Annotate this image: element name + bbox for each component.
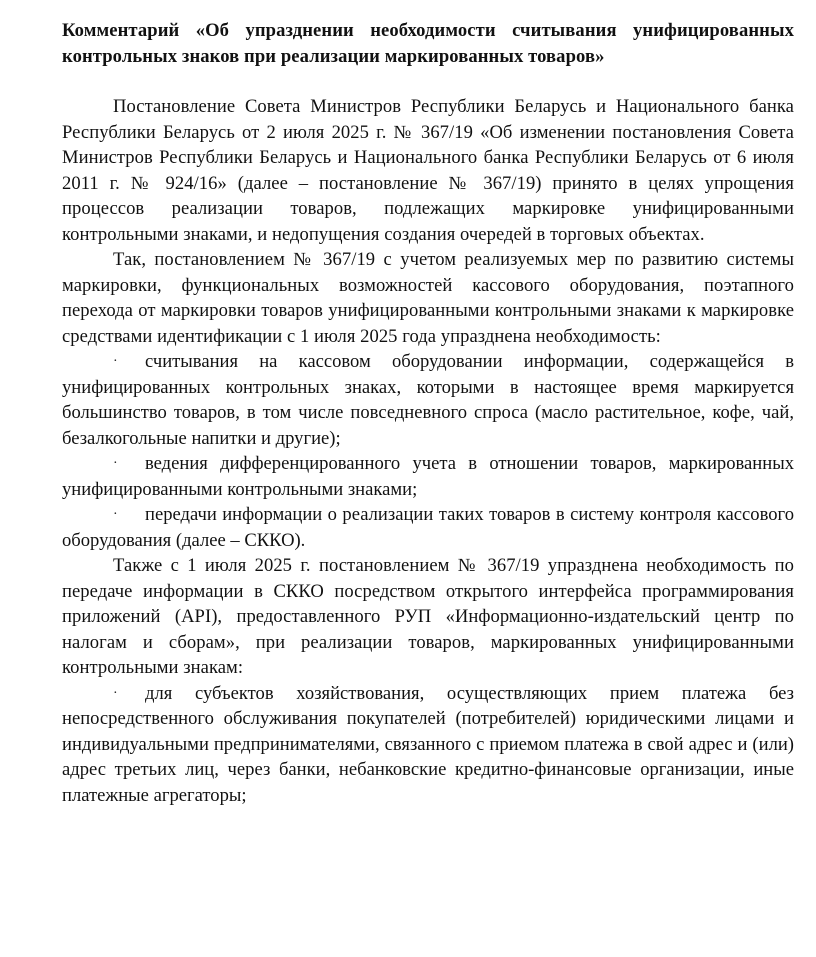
paragraph-intro: Постановление Совета Министров Республики Беларусь и Национального банка Республики Беларусь от 2 июля 2025 г. № 367/19 «Об изменении постановления Совета Министров Республики Беларусь и Национального банка Республики Беларусь от 6 июля 2011 г. № 924/16» (далее – постановление № 367/19) принято в целях упрощения процессов реализации товаров, подлежащих маркировке унифицированными контрольными знаками, и недопущения создания очередей в торговых объектах. xyxy=(62,96,794,245)
bullet-item-payment-acceptance xyxy=(62,681,794,809)
bullet-marker: · xyxy=(113,354,118,369)
bullet-item-transfer xyxy=(62,502,794,553)
paragraph-abolished-requirements: Так, постановлением № 367/19 с учетом реализуемых мер по развитию системы маркировки, функциональных возможностей кассового оборудования, поэтапного перехода от маркировки товаров унифицированными контрольными знаками к маркировке средствами идентификации с 1 июля 2025 года упразднена необходимость: xyxy=(62,249,794,347)
paragraph-api: Также с 1 июля 2025 г. постановлением № 367/19 упразднена необходимость по передаче информации в СККО посредством открытого интерфейса программирования приложений (API), предоставленного РУП «Информационно-издательский центр по налогам и сборам», при реализации товаров, маркированных унифицированными контрольными знакам: xyxy=(62,555,794,678)
bullet-text: считывания на кассовом оборудовании информации, содержащейся в унифицированных контрольных знаках, которыми в настоящее время маркируется большинство товаров, в том числе повседневного спроса (масло растительное, кофе, чай, безалкогольные напитки и другие); xyxy=(62,351,794,449)
bullet-item-accounting xyxy=(62,451,794,502)
bullet-text: передачи информации о реализации таких товаров в систему контроля кассового оборудования (далее – СККО). xyxy=(62,504,794,551)
bullet-item-scanning xyxy=(62,349,794,451)
bullet-marker: · xyxy=(113,456,118,471)
bullet-marker: · xyxy=(113,685,118,701)
document-title: Комментарий «Об упразднении необходимости считывания унифицированных контрольных знаков при реализации маркированных товаров» xyxy=(62,20,794,67)
bullet-marker: · xyxy=(113,507,118,522)
bullet-text: для субъектов хозяйствования, осуществляющих прием платежа без непосредственного обслуживания покупателей (потребителей) юридическими лицами и индивидуальными предпринимателями, связанного с приемом платежа в свой адрес и (или) адрес третьих лиц, через банки, небанковские кредитно-финансовые организации, иные платежные агрегаторы; xyxy=(62,682,794,806)
bullet-text: ведения дифференцированного учета в отношении товаров, маркированных унифицированными контрольными знаками; xyxy=(62,453,794,500)
